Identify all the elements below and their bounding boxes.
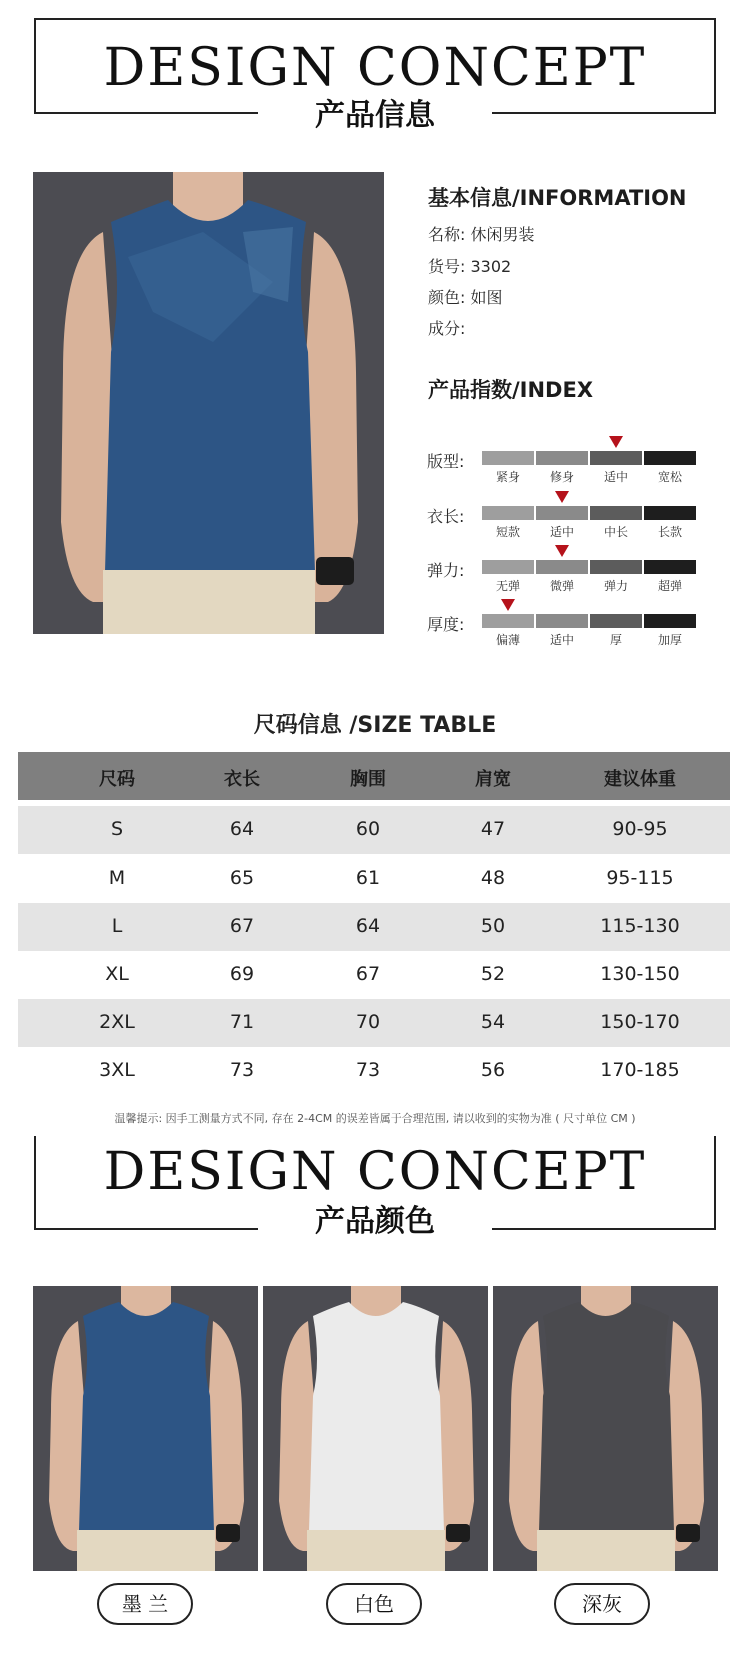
index-bar-segment	[644, 451, 696, 465]
index-bar-segment	[536, 506, 588, 520]
table-cell: XL	[105, 963, 129, 985]
color-label-dark-gray[interactable]: 深灰	[554, 1583, 650, 1625]
index-selected-marker	[555, 491, 569, 503]
index-row-label: 厚度:	[427, 615, 465, 634]
index-option-label: 紧身	[495, 470, 520, 484]
table-cell: 170-185	[600, 1059, 680, 1081]
index-bar-segment	[482, 506, 534, 520]
table-row	[18, 855, 730, 903]
design-concept-title-1: DESIGN CONCEPT	[103, 38, 647, 98]
table-row	[18, 1047, 730, 1095]
index-option-label: 加厚	[657, 633, 682, 647]
index-row-label: 版型:	[427, 452, 465, 471]
table-cell: 71	[229, 1011, 255, 1033]
table-cell: M	[108, 867, 126, 889]
size-table-header-cell: 尺码	[99, 769, 135, 790]
index-option-label: 宽松	[657, 470, 682, 484]
size-table-title: 尺码信息 /SIZE TABLE	[253, 713, 497, 738]
index-option-label: 长款	[657, 525, 682, 539]
index-bar-segment	[482, 451, 534, 465]
index-bar-segment	[482, 560, 534, 574]
index-selected-marker	[609, 436, 623, 448]
table-cell: 50	[480, 915, 506, 937]
table-cell: 2XL	[99, 1011, 135, 1033]
table-cell: 65	[229, 867, 255, 889]
table-cell: L	[111, 915, 123, 937]
table-row	[18, 951, 730, 999]
index-bar-segment	[644, 560, 696, 574]
index-bar-segment	[590, 560, 642, 574]
main-product-photo	[33, 172, 384, 634]
table-cell: S	[110, 818, 124, 840]
index-option-label: 微弹	[549, 579, 574, 593]
index-option-label: 适中	[549, 525, 574, 539]
info-item-number: 货号: 3302	[428, 257, 512, 276]
table-cell: 67	[229, 915, 255, 937]
index-option-label: 适中	[549, 633, 574, 647]
index-bar-segment	[482, 614, 534, 628]
info-name: 名称: 休闲男装	[428, 225, 535, 244]
index-bar-segment	[644, 614, 696, 628]
size-table-note: 温馨提示: 因手工测量方式不同, 存在 2-4CM 的误差皆属于合理范围, 请以收到的实物为准 ( 尺寸单位 CM )	[114, 1112, 636, 1125]
table-cell: 60	[355, 818, 381, 840]
table-cell: 48	[480, 867, 506, 889]
index-option-label: 偏薄	[495, 633, 520, 647]
color-label-white[interactable]: 白色	[326, 1583, 422, 1625]
index-bar-segment	[590, 506, 642, 520]
color-variant-photo	[263, 1286, 488, 1571]
table-cell: 52	[480, 963, 506, 985]
index-bar-segment	[536, 614, 588, 628]
product-colors-subtitle: 产品颜色	[315, 1204, 435, 1239]
index-option-label: 短款	[495, 525, 520, 539]
size-table-header	[18, 752, 730, 800]
index-bar-segment	[590, 451, 642, 465]
table-cell: 47	[480, 818, 506, 840]
size-table-header-cell: 胸围	[350, 769, 386, 790]
table-cell: 95-115	[606, 867, 674, 889]
index-option-label: 修身	[549, 470, 574, 484]
table-cell: 73	[229, 1059, 255, 1081]
table-cell: 90-95	[612, 818, 668, 840]
index-option-label: 中长	[603, 525, 628, 539]
table-row	[18, 999, 730, 1047]
table-cell: 3XL	[99, 1059, 135, 1081]
index-bar-segment	[536, 451, 588, 465]
index-option-label: 超弹	[657, 579, 682, 593]
color-label-navy[interactable]: 墨 兰	[97, 1583, 193, 1625]
table-cell: 73	[355, 1059, 381, 1081]
color-variant-photo	[493, 1286, 718, 1571]
table-cell: 64	[355, 915, 381, 937]
product-info-subtitle: 产品信息	[315, 98, 435, 133]
index-bar-segment	[536, 560, 588, 574]
index-selected-marker	[555, 545, 569, 557]
index-bar-segment	[644, 506, 696, 520]
table-cell: 54	[480, 1011, 506, 1033]
index-option-label: 弹力	[603, 579, 628, 593]
table-cell: 115-130	[600, 915, 680, 937]
table-cell: 69	[229, 963, 255, 985]
table-cell: 61	[355, 867, 381, 889]
table-cell: 56	[480, 1059, 506, 1081]
table-cell: 150-170	[600, 1011, 680, 1033]
index-row-label: 弹力:	[427, 561, 465, 580]
index-option-label: 厚	[609, 633, 622, 647]
table-cell: 67	[355, 963, 381, 985]
information-heading: 基本信息/INFORMATION	[428, 186, 687, 210]
index-option-label: 适中	[603, 470, 628, 484]
size-table-header-cell: 建议体重	[604, 769, 676, 790]
table-cell: 64	[229, 818, 255, 840]
table-cell: 130-150	[600, 963, 680, 985]
index-heading: 产品指数/INDEX	[428, 378, 594, 402]
color-variant-photo	[33, 1286, 258, 1571]
index-option-label: 无弹	[495, 579, 520, 593]
size-table-header-cell: 肩宽	[475, 769, 511, 790]
info-material: 成分:	[428, 319, 466, 338]
index-selected-marker	[501, 599, 515, 611]
design-concept-title-2: DESIGN CONCEPT	[103, 1142, 647, 1202]
table-cell: 70	[355, 1011, 381, 1033]
table-row	[18, 903, 730, 951]
index-row-label: 衣长:	[427, 507, 465, 526]
info-color: 颜色: 如图	[428, 288, 503, 307]
table-row	[18, 806, 730, 854]
size-table-header-cell: 衣长	[224, 769, 260, 790]
index-bar-segment	[590, 614, 642, 628]
